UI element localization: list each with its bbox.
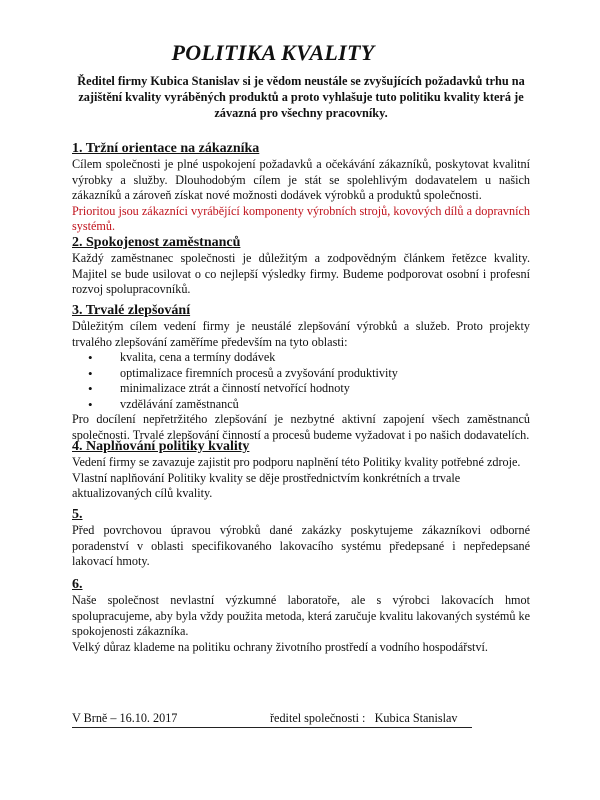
section-paragraph: Naše společnost nevlastní výzkumné laboratoře, ale s výrobci lakovacích hmot spolupracujeme, aby byla vždy použita metoda, která zaručuje kvalitu lakovaných systémů ke spokojenosti zákazníka. xyxy=(72,593,530,638)
place-and-date: V Brně – 16.10. 2017 xyxy=(72,711,178,725)
section-employee-satisfaction xyxy=(72,235,530,298)
list-item: • kvalita, cena a termíny dodávek xyxy=(88,350,530,366)
section-paragraph: Každý zaměstnanec společnosti je důležitým a zodpovědným článkem řetězce kvality. Majitel se bude usilovat o co nejlepší výsledky firmy. Budeme podporovat osobní i profesní rozvoj spolupracovníků. xyxy=(72,251,530,296)
section-paragraph: Důležitým cílem vedení firmy je neustálé zlepšování výrobků a služeb. Proto projekty trvalého zlepšování zaměříme především na tyto oblasti: xyxy=(72,319,530,349)
section-paragraph: Vedení firmy se zavazuje zajistit pro podporu naplnění této Politiky kvality potřebné zdroje. xyxy=(72,455,521,469)
section-heading: 2. Spokojenost zaměstnanců xyxy=(72,235,241,250)
section-paragraph: Před povrchovou úpravou výrobků dané zakázky poskytujeme zákazníkovi odborné poradenství v oblasti specifikovaného lakovacího systému předepsané i nepředepsané lakovací hmoty. xyxy=(72,523,530,568)
director-signature: ředitel společnosti : Kubica Stanislav xyxy=(270,711,458,725)
section-heading: 5. xyxy=(72,507,83,522)
signature-line xyxy=(72,711,472,728)
priority-highlight: Prioritou jsou zákazníci vyrábějící komponenty výrobních strojů, kovových dílů a dopravních systémů. xyxy=(72,203,530,233)
section-customer-orientation xyxy=(72,141,530,235)
section-policy-fulfillment xyxy=(72,439,530,502)
section-paragraph: Pro docílení nepřetržitého zlepšování je nezbytné aktivní zapojení všech zaměstnanců společnosti. Trvalé zlepšování činností a procesů budeme vyžadovat i po našich dodavatelích. xyxy=(72,412,530,442)
section-heading: 1. Tržní orientace na zákazníka xyxy=(72,141,260,156)
section-paragraph: Cílem společnosti je plné uspokojení požadavků a očekávání zákazníků, poskytovat kvalitní výrobky a služby. Dlouhodobým cílem je stát se spolehlivým dodavatelem u našich zákazníků a zároveň získat nové možnosti dodávek výrobků a produktů společnosti. xyxy=(72,157,530,202)
section-paragraph: Vlastní naplňování Politiky kvality se děje prostřednictvím konkrétních a trvale aktualizovaných cílů kvality. xyxy=(72,470,461,500)
intro-statement: Ředitel firmy Kubica Stanislav si je vědom neustále se zvyšujících požadavků trhu na zajištění kvality vyráběných produktů a proto vyhlašuje tuto politiku kvality která je závazná pro všechny pracovníky. xyxy=(77,74,525,120)
section-5 xyxy=(72,507,530,570)
section-continuous-improvement xyxy=(72,303,530,443)
list-item: • vzdělávání zaměstnanců xyxy=(88,397,530,413)
section-paragraph: Velký důraz klademe na politiku ochrany životního prostředí a vodního hospodářství. xyxy=(72,639,488,654)
list-item: • optimalizace firemních procesů a zvyšování produktivity xyxy=(88,366,530,382)
section-heading: 6. xyxy=(72,577,83,592)
improvement-areas-list xyxy=(72,350,530,412)
section-6 xyxy=(72,577,530,655)
document-title: POLITIKA KVALITY xyxy=(171,40,375,65)
section-heading: 3. Trvalé zlepšování xyxy=(72,303,191,318)
list-item: • minimalizace ztrát a činností netvořící hodnoty xyxy=(88,381,530,397)
section-heading: 4. Naplňování politiky kvality xyxy=(72,439,250,454)
